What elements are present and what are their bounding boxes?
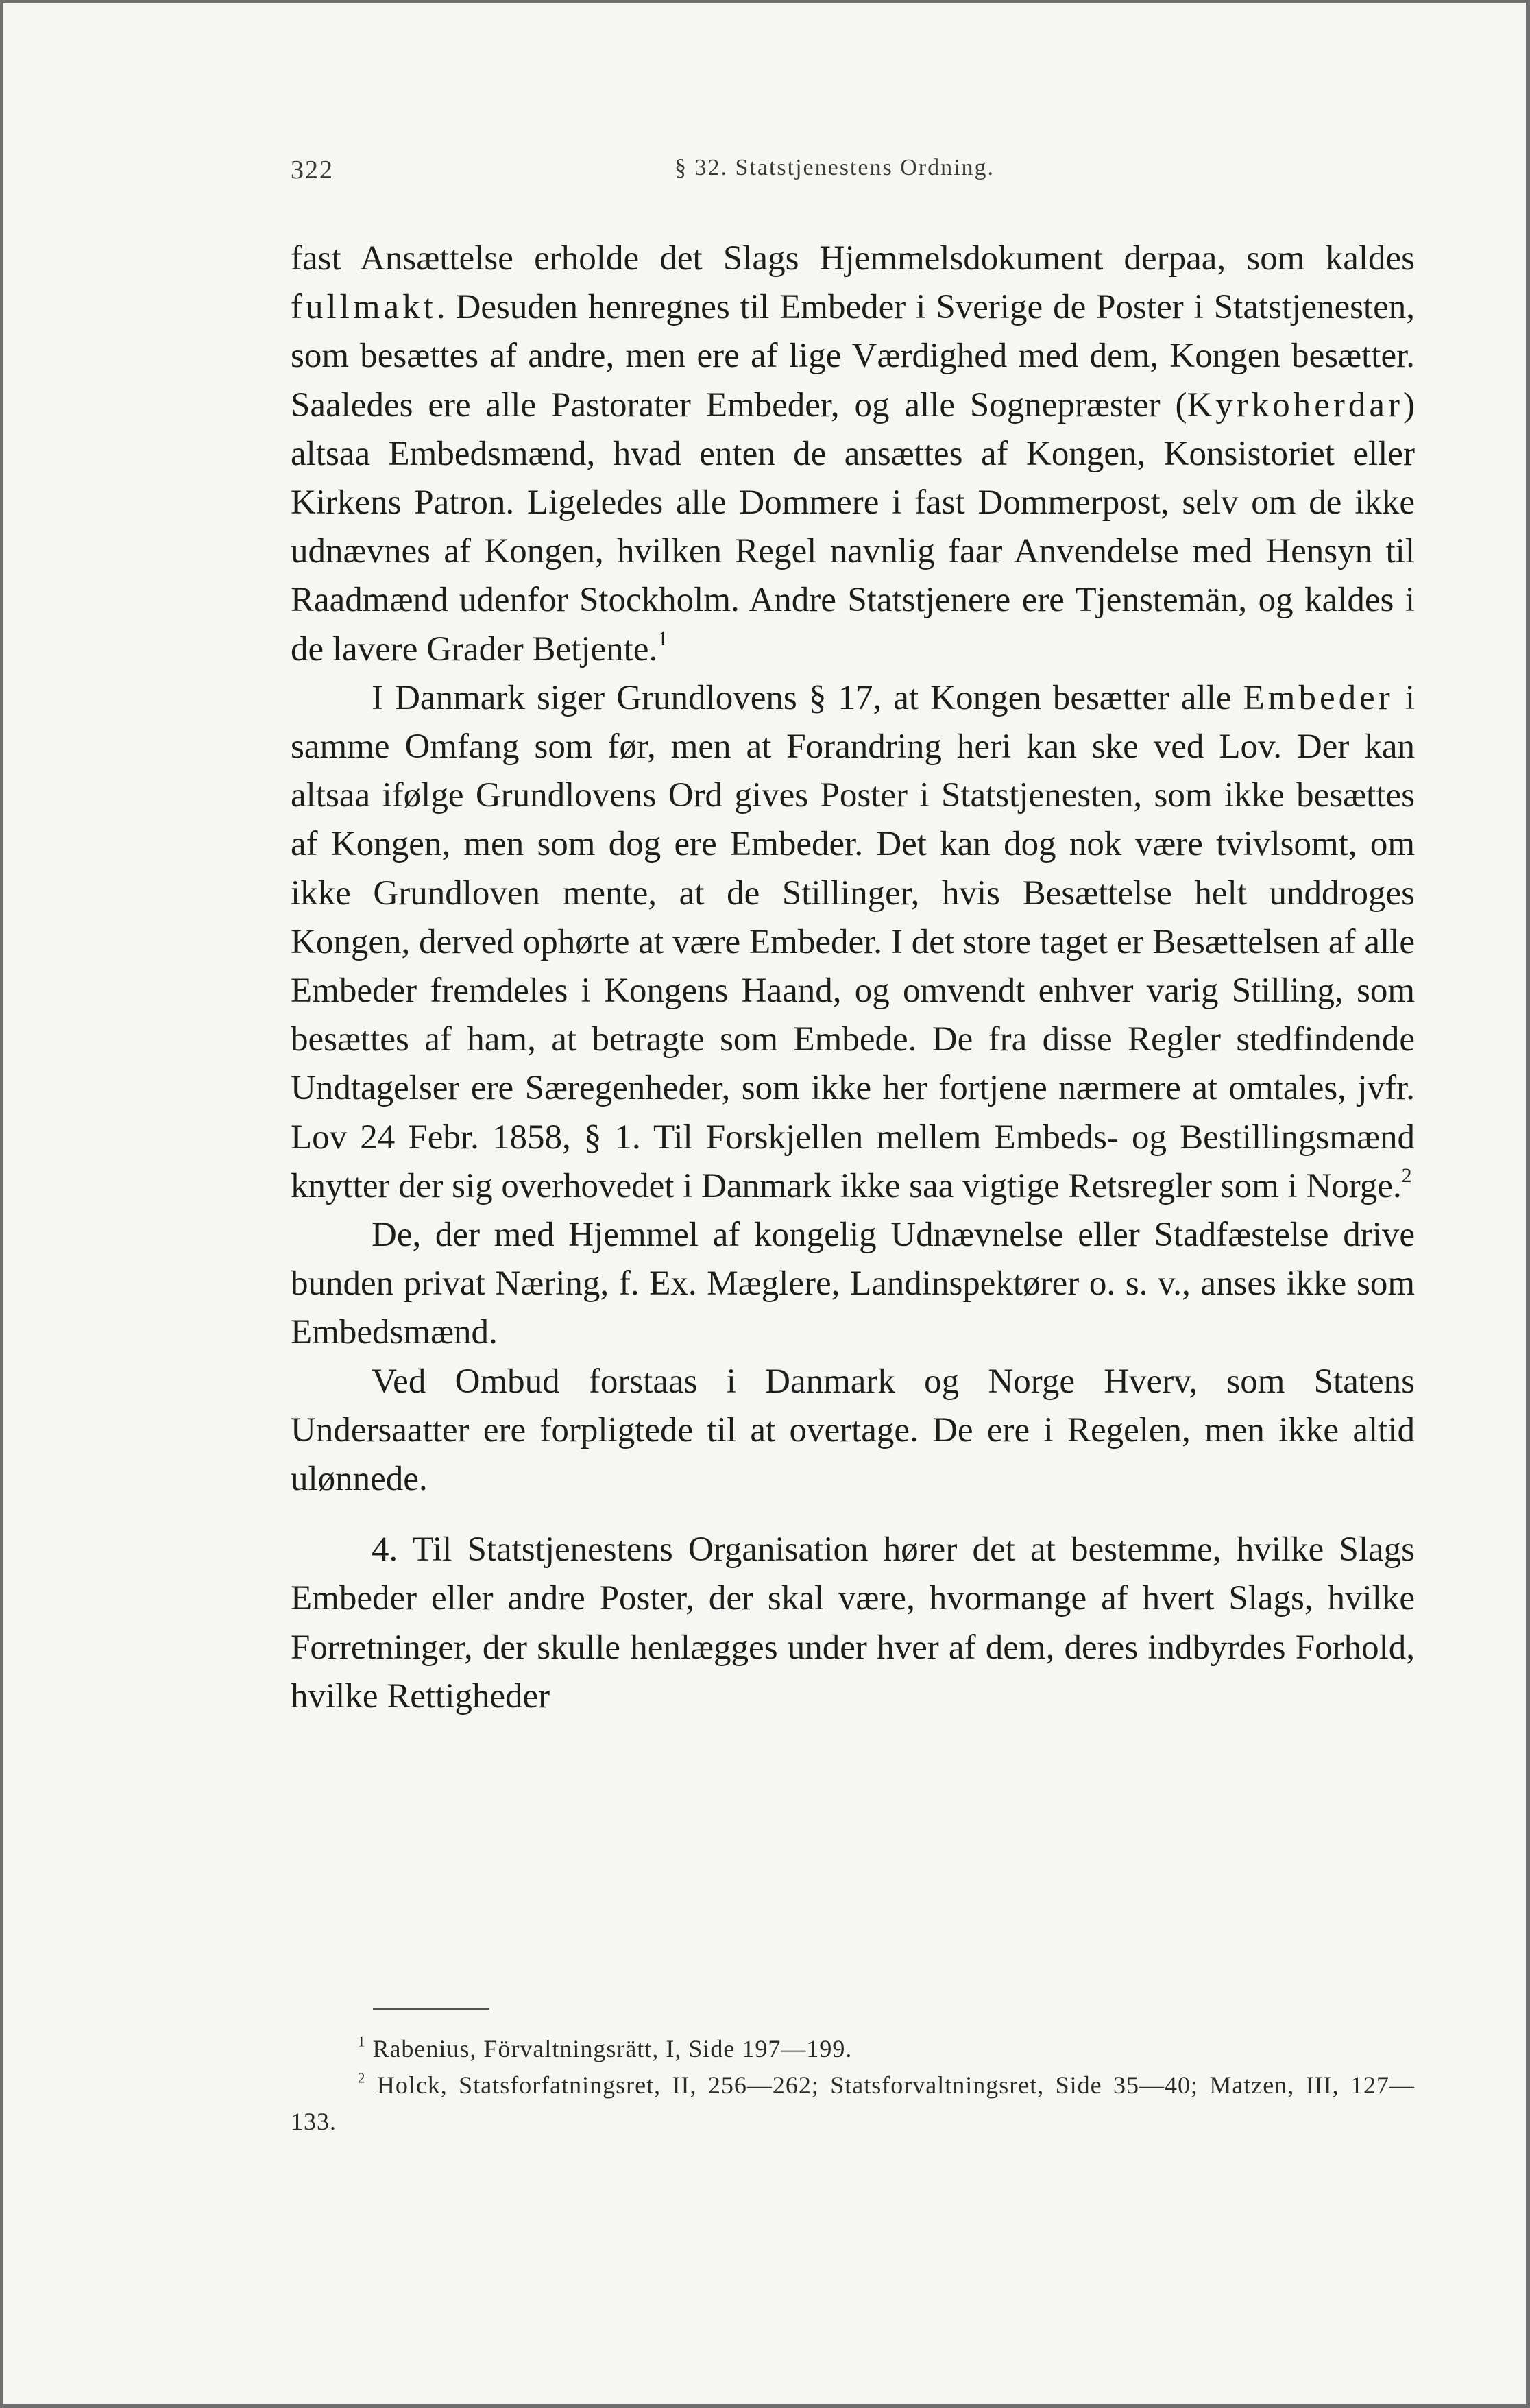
- spaced-term: Kyrkoherdar: [1187, 385, 1404, 424]
- paragraph: fast Ansættelse erholde det Slags Hjemmelsdokument derpaa, som kaldes fullmakt. Desuden henregnes til Embeder i Sverige de Poster i Statstjenesten, som besættes af andre, men ere af lige Værdighed med dem, Kongen besætter. Saaledes ere alle Pastorater Embeder, og alle Sognepræster (Kyrkoherdar) altsaa Embedsmænd, hvad enten de ansættes af Kongen, Konsistoriet eller Kirkens Patron. Ligeledes alle Dommere i fast Dommerpost, selv om de ikke udnævnes af Kongen, hvilken Regel navnlig faar Anvendelse med Hensyn til Raadmænd udenfor Stockholm. Andre Statstjenere ere Tjenstemän, og kaldes i de lavere Grader Betjente.$^1$: [291, 239, 1415, 669]
- footnote-divider: [373, 2008, 489, 2010]
- footnote: $^2$ Holck, Statsforfatningsret, II, 256—262; Statsforvaltningsret, Side 35—40; Matzen, III, 127—133.: [291, 2069, 1416, 2135]
- book-page: [3, 3, 1526, 2404]
- page-number: 322: [291, 156, 334, 184]
- footnotes: [291, 2031, 1415, 2140]
- numbered-paragraph: 4. Til Statstjenestens Organisation hører det at bestemme, hvilke Slags Embeder eller andre Poster, der skal være, hvormange af hvert Slags, hvilke Forretninger, der skulle henlægges under hver af dem, deres indbyrdes Forhold, hvilke Rettigheder: [291, 1530, 1415, 1715]
- paragraph: De, der med Hjemmel af kongelig Udnævnelse eller Stadfæstelse drive bunden privat Næring, f. Ex. Mæglere, Landinspektører o. s. v., anses ikke som Embedsmænd.: [291, 1216, 1415, 1352]
- section-title: § 32. Statstjenestens Ordning.: [675, 155, 995, 180]
- paragraph: Ved Ombud forstaas i Danmark og Norge Hverv, som Statens Undersaatter ere forpligtede til at overtage. De ere i Regelen, men ikke altid ulønnede.: [291, 1362, 1415, 1499]
- footnote-mark: 2: [358, 2069, 366, 2086]
- footnote-ref: 1: [657, 627, 668, 650]
- running-header: [291, 155, 1415, 196]
- spaced-term: fullmakt: [291, 288, 437, 327]
- paragraph-number: 4.: [372, 1530, 398, 1569]
- footnote-mark: 1: [358, 2033, 366, 2050]
- footnote: $^1$ Rabenius, Förvaltningsrätt, I, Side 197—199.: [358, 2033, 853, 2062]
- spaced-term: Embeder: [1243, 678, 1394, 717]
- body-text: [291, 234, 1415, 1721]
- footnote-ref: 2: [1401, 1164, 1412, 1187]
- paragraph: I Danmark siger Grundlovens § 17, at Kongen besætter alle Embeder i samme Omfang som før, men at Forandring heri kan ske ved Lov. Der kan altsaa ifølge Grundlovens Ord gives Poster i Statstjenesten, som ikke besættes af Kongen, men som dog ere Embeder. Det kan dog nok være tvivlsomt, om ikke Grundloven mente, at de Stillinger, hvis Besættelse helt unddroges Kongen, derved ophørte at være Embeder. I det store taget er Besættelsen af alle Embeder fremdeles i Kongens Haand, og omvendt enhver varig Stilling, som besættes af ham, at betragte som Embede. De fra disse Regler stedfindende Undtagelser ere Særegenheder, som ikke her fortjene nærmere at omtales, jvfr. Lov 24 Febr. 1858, § 1. Til Forskjellen mellem Embeds- og Bestillingsmænd knytter der sig overhovedet i Danmark ikke saa vigtige Retsregler som i Norge.$^2$: [291, 678, 1416, 1205]
